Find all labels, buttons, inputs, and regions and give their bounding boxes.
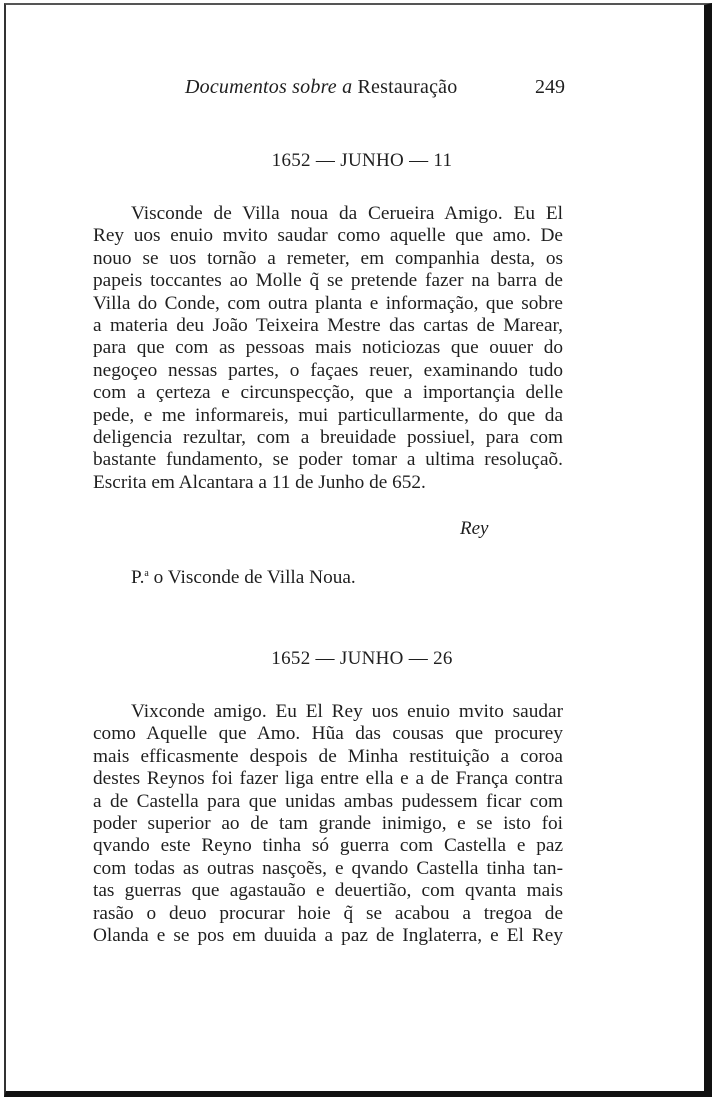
running-head-italic: Documentos sobre a — [185, 76, 353, 98]
text-line: nouo se uos tornão a remeter, em companhia desta, os — [93, 247, 563, 269]
letter-1-address — [131, 567, 356, 589]
text-line: bastante fundamento, se poder tomar a ultima resoluçaõ. — [93, 449, 563, 471]
text-line: com a çerteza e circunspecção, que a importançia delle — [93, 382, 563, 404]
text-line: com todas as outras nasçoẽs, e qvando Castella tinha tan- — [93, 857, 563, 879]
running-head-roman: Restauração — [357, 76, 458, 98]
text-line: a de Castella para que unidas ambas pudessem ficar com — [93, 790, 563, 812]
text-line: Olanda e se pos em duuida a paz de Inglaterra, e El Rey — [93, 924, 563, 946]
text-line: como Aquelle que Amo. Hũa das cousas que procurey — [93, 723, 563, 745]
text-line: papeis toccantes ao Molle q̃ se pretende fazer na barra de — [93, 270, 563, 292]
text-line: a materia deu João Teixeira Mestre das cartas de Marear, — [93, 314, 563, 336]
text-line: qvando este Reyno tinha só guerra com Castella e paz — [93, 835, 563, 857]
text-line: negoçeo nessas partes, o façaes reuer, examinando tudo — [93, 359, 563, 381]
text-line: deligencia rezultar, com a breuidade possiuel, para com — [93, 426, 563, 448]
text-line: destes Reynos foi fazer liga entre ella e a de França contra — [93, 768, 563, 790]
running-head — [185, 76, 457, 99]
address-rest: o Visconde de Villa Noua. — [148, 567, 356, 588]
letter-1-body — [93, 203, 563, 494]
text-line: Rey uos enuio mvito saudar como aquelle que amo. De — [93, 225, 563, 247]
text-line: Escrita em Alcantara a 11 de Junho de 652. — [93, 471, 426, 493]
text-line: mais efficasmente despois de Minha restituição a coroa — [93, 745, 563, 767]
address-superscript: a — [144, 568, 149, 579]
address-prefix: P. — [131, 567, 145, 588]
letter-1-date: 1652 — JUNHO — 11 — [271, 150, 453, 171]
text-line: poder superior ao de tam grande inimigo, e se isto foi — [93, 812, 563, 834]
text-line: Visconde de Villa noua da Cerueira Amigo. Eu El — [131, 203, 563, 224]
text-line: rasão o deuo procurar hoie q̃ se acabou a tregoa de — [93, 902, 563, 924]
text-line: tas guerras que agastauão e deuertião, com qvanta mais — [93, 880, 563, 902]
text-line: Villa do Conde, com outra planta e informação, que sobre — [93, 292, 563, 314]
letter-1-signature: Rey — [460, 518, 489, 539]
text-line: Vixconde amigo. Eu El Rey uos enuio mvito saudar — [131, 701, 563, 722]
page-number: 249 — [535, 76, 565, 98]
letter-2-date: 1652 — JUNHO — 26 — [271, 648, 453, 669]
text-line: pede, e me informareis, mui particullarmente, do que da — [93, 404, 563, 426]
letter-2-body — [93, 701, 563, 947]
text-line: para que com as pessoas mais noticiozas que ouuer do — [93, 337, 563, 359]
